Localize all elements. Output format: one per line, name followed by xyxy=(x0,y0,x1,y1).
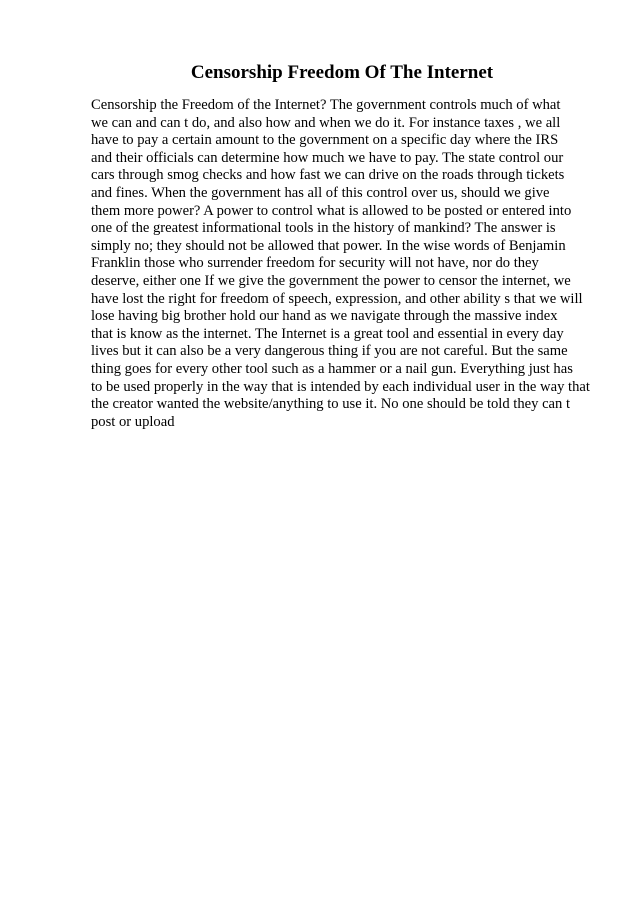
body-line: to be used properly in the way that is intended by each individual user in the way that xyxy=(91,378,590,395)
body-line: Franklin those who surrender freedom for security will not have, nor do they xyxy=(91,255,539,272)
body-line: them more power? A power to control what is allowed to be posted or entered into xyxy=(91,202,572,219)
body-line: and fines. When the government has all of this control over us, should we give xyxy=(91,184,550,201)
body-line: cars through smog checks and how fast we can drive on the roads through tickets xyxy=(91,167,565,184)
body-line: one of the greatest informational tools in the history of mankind? The answer is xyxy=(91,220,556,237)
body-line: Censorship the Freedom of the Internet? The government controls much of what xyxy=(91,97,561,113)
body-line: lose having big brother hold our hand as we navigate through the massive index xyxy=(91,308,558,325)
body-line: deserve, either one If we give the government the power to censor the internet, we xyxy=(91,272,571,289)
body-line: the creator wanted the website/anything to use it. No one should be told they can t xyxy=(91,396,571,413)
body-line: we can and can t do, and also how and when we do it. For instance taxes , we all xyxy=(91,114,561,131)
body-line: have to pay a certain amount to the government on a specific day where the IRS xyxy=(91,132,559,149)
document-title: Censorship Freedom Of The Internet xyxy=(190,62,494,83)
body-line: thing goes for every other tool such as a hammer or a nail gun. Everything just has xyxy=(91,360,573,377)
document-body xyxy=(91,97,611,431)
body-line: lives but it can also be a very dangerous thing if you are not careful. But the same xyxy=(91,343,568,360)
body-line: simply no; they should not be allowed that power. In the wise words of Benjamin xyxy=(91,237,566,254)
body-line: and their officials can determine how much we have to pay. The state control our xyxy=(91,149,564,166)
body-line: have lost the right for freedom of speech, expression, and other ability s that we will xyxy=(91,290,583,307)
body-line: post or upload xyxy=(91,413,175,430)
body-line: that is know as the internet. The Internet is a great tool and essential in every day xyxy=(91,325,564,342)
